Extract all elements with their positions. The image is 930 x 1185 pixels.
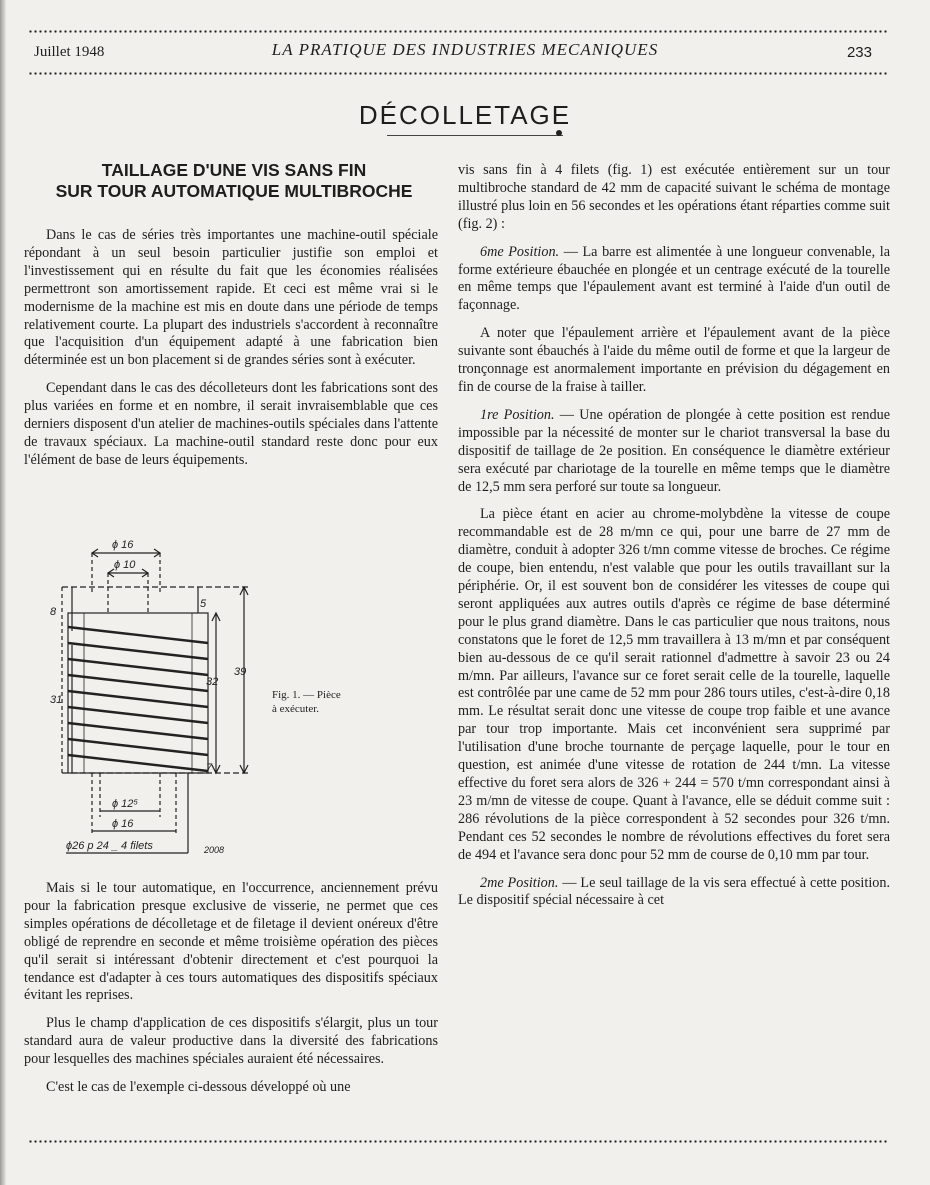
paragraph: Cependant dans le cas des décolleteurs dont les fabrications sont des plus variées en forme et en nombre, il serait invraisemblable que ces derniers disposent d'un atelier de machines-outils spéciales dans l'attente de travaux spéciaux. La machine-outil standard reste donc pour eux l'élément de base de leurs équipements. xyxy=(24,380,438,468)
dim-5: 5 xyxy=(200,598,207,610)
page-binding-shadow xyxy=(0,0,6,1185)
paragraph xyxy=(458,506,890,864)
dim-32: 32 xyxy=(206,676,219,688)
dim-31: 31 xyxy=(50,694,63,706)
left-column-bottom xyxy=(24,880,438,1107)
dim-8: 8 xyxy=(50,606,57,618)
page-number: 233 xyxy=(846,44,872,61)
paragraph: Plus le champ d'application de ces dispositifs s'élargit, plus un tour standard aura de valeur productive dans la diversité des fabrications pour lesquelles des machines spéciales auraient été nécessaires. xyxy=(24,1015,438,1068)
journal-title: LA PRATIQUE DES INDUSTRIES MECANIQUES xyxy=(271,40,659,59)
dim-7: 7 xyxy=(206,762,213,774)
figure-caption: Fig. 1. — Pièce à exécuter. xyxy=(272,689,341,715)
paragraph-text: — La barre est alimentée à une longueur convenable, la forme extérieure ébauchée en plongée et un centrage exécuté de la tourelle en même temps que l'épaulement avant est terminé à l'aide d'un outil de façonnage. xyxy=(458,243,890,314)
section-title: DÉCOLLETAGE xyxy=(358,100,572,130)
paragraph-text: vis sans fin à 4 filets (fig. 1) est exécutée entièrement sur un tour multibroche standard de 42 mm de capacité suivant le schéma de montage illustré plus loin en 56 secondes et les opérations étant réparties comme suit (fig. 2) : xyxy=(458,162,890,232)
header-date: Juillet 1948 xyxy=(34,44,105,60)
dim-d16-top: ϕ 16 xyxy=(112,539,134,551)
dim-d16-bottom: ϕ 16 xyxy=(112,818,134,830)
paragraph xyxy=(458,244,890,316)
paragraph: C'est le cas de l'exemple ci-dessous développé où une xyxy=(46,1079,351,1096)
dim-39: 39 xyxy=(234,666,247,678)
right-column xyxy=(458,162,890,920)
paragraph xyxy=(458,325,890,397)
article-title-line2: SUR TOUR AUTOMATIQUE MULTIBROCHE xyxy=(55,181,413,201)
paragraph xyxy=(458,407,890,497)
paragraph xyxy=(458,162,890,234)
article-title-line1: TAILLAGE D'UNE VIS SANS FIN xyxy=(101,160,367,180)
paragraph: Dans le cas de séries très importantes une machine-outil spéciale répondant à un seul besoin particulier justifie son emploi et l'investissement qui en résulte du fait que les économies réalisées permettront son amortissement rapide. Et ceci est même vrai si le modernisme de la machine est mis en doute dans une période de temps relativement courte. La plupart des industriels s'accordent à reconnaître que l'acquisition d'un équipement adapté à une fabrication bien déterminée est un bon placement si de grandes séries sont à exécuter. xyxy=(24,227,438,369)
dim-thread: ϕ26 p 24 _ 4 filets xyxy=(66,840,153,852)
figure-ref: 2008 xyxy=(204,845,225,855)
paragraph-text: — Le seul taillage de la vis sera effectué à cette position. Le dispositif spécial nécessaire à cet xyxy=(458,874,890,909)
paragraph-text: A noter que l'épaulement arrière et l'épaulement avant de la pièce suivante sont ébauchés à l'aide du même outil de forme et que la largeur de tronçonnage est anormalement importante en prévision du dégagement en fin de course de la fraise à tailler. xyxy=(458,325,890,395)
article-title xyxy=(24,160,444,202)
left-column-top xyxy=(24,227,438,480)
header-rule-top xyxy=(28,30,888,33)
header-rule-bottom xyxy=(28,72,888,75)
worm-screw-figure xyxy=(48,535,268,865)
dim-d10: ϕ 10 xyxy=(114,559,136,571)
paragraph-text: — Une opération de plongée à cette position est rendue impossible par la nécessité de monter sur le chariot transversal la base du dispositif de taillage de 2e position. En conséquence le diamètre extérieur sera exécuté par chariotage de la tourelle en même temps que le diamètre de 12,5 mm sera perforé sur toute sa longueur. xyxy=(458,406,890,495)
section-underline xyxy=(387,135,563,136)
position-lead: 6me Position. xyxy=(480,243,560,260)
position-lead: 2me Position. xyxy=(480,874,559,891)
paragraph: Mais si le tour automatique, en l'occurrence, anciennement prévu pour la fabrication presque exclusive de visserie, ne permet que ces simples opérations de décolletage et de filetage il devient onéreux d'être obligé de reprendre en seconde et même troisième opération des pièces qu'il serait si intéressant d'obtenir directement et c'est pourquoi la tendance est d'adapter à ces tours automatiques des dispositifs spéciaux évitant les reprises. xyxy=(24,880,438,1004)
paragraph-text: La pièce étant en acier au chrome-molybdène la vitesse de coupe recommandable est de 28 m/mn ce qui, pour une barre de 27 mm de diamètre, conduit à adopter 326 t/mn comme vitesse de broches. Ce régime de coupe, bien entendu, n'est valable que pour les outils travaillant sur la périphérie. Or, il est souvent bon de considérer les vitesses de coupe qui seront appliquées aux autres outils d'après ce régime de base déterminé pour le plus grand diamètre. Dans le cas particulier que nous traitons, nous constatons que le foret de 12,5 mm travaillera à 13 m/mn et par conséquent bien au-dessous de ce qu'il serait rationnel d'admettre à savoir 23 ou 24 m/mn. Par ailleurs, l'avance sur ce foret serait celle de la tourelle, laquelle est contrôlée par une came de 52 mm pour 286 tours utiles, c'est-à-dire 0,18 mm. Le résultat serait donc une vitesse de coupe trop faible et une avance par tour trop importante. Mais cet inconvénient sera supprimé par l'utilisation d'une broche tournante de perçage laquelle, pour le tour en question, est animée d'une vitesse de rotation de 244 t/mn. La vitesse effective du foret sera alors de 326 + 244 = 570 t/mn correspondant ainsi à 23 m/mn de vitesse de coupe. Quant à l'avance, elle se déduit comme suit : 286 révolutions de la pièce correspondent à 52 secondes pour 326 t/mn. Pendant ces 52 secondes le nombre de révolutions effectives du foret sera de 494 et l'avance sera donc pour 52 mm de course de 0,10 mm par tour. xyxy=(458,506,890,863)
dim-d125: ϕ 12⁵ xyxy=(112,798,139,810)
section-bullet xyxy=(556,130,562,136)
paragraph xyxy=(458,875,890,911)
position-lead: 1re Position. xyxy=(480,406,555,423)
footer-rule xyxy=(28,1140,888,1143)
